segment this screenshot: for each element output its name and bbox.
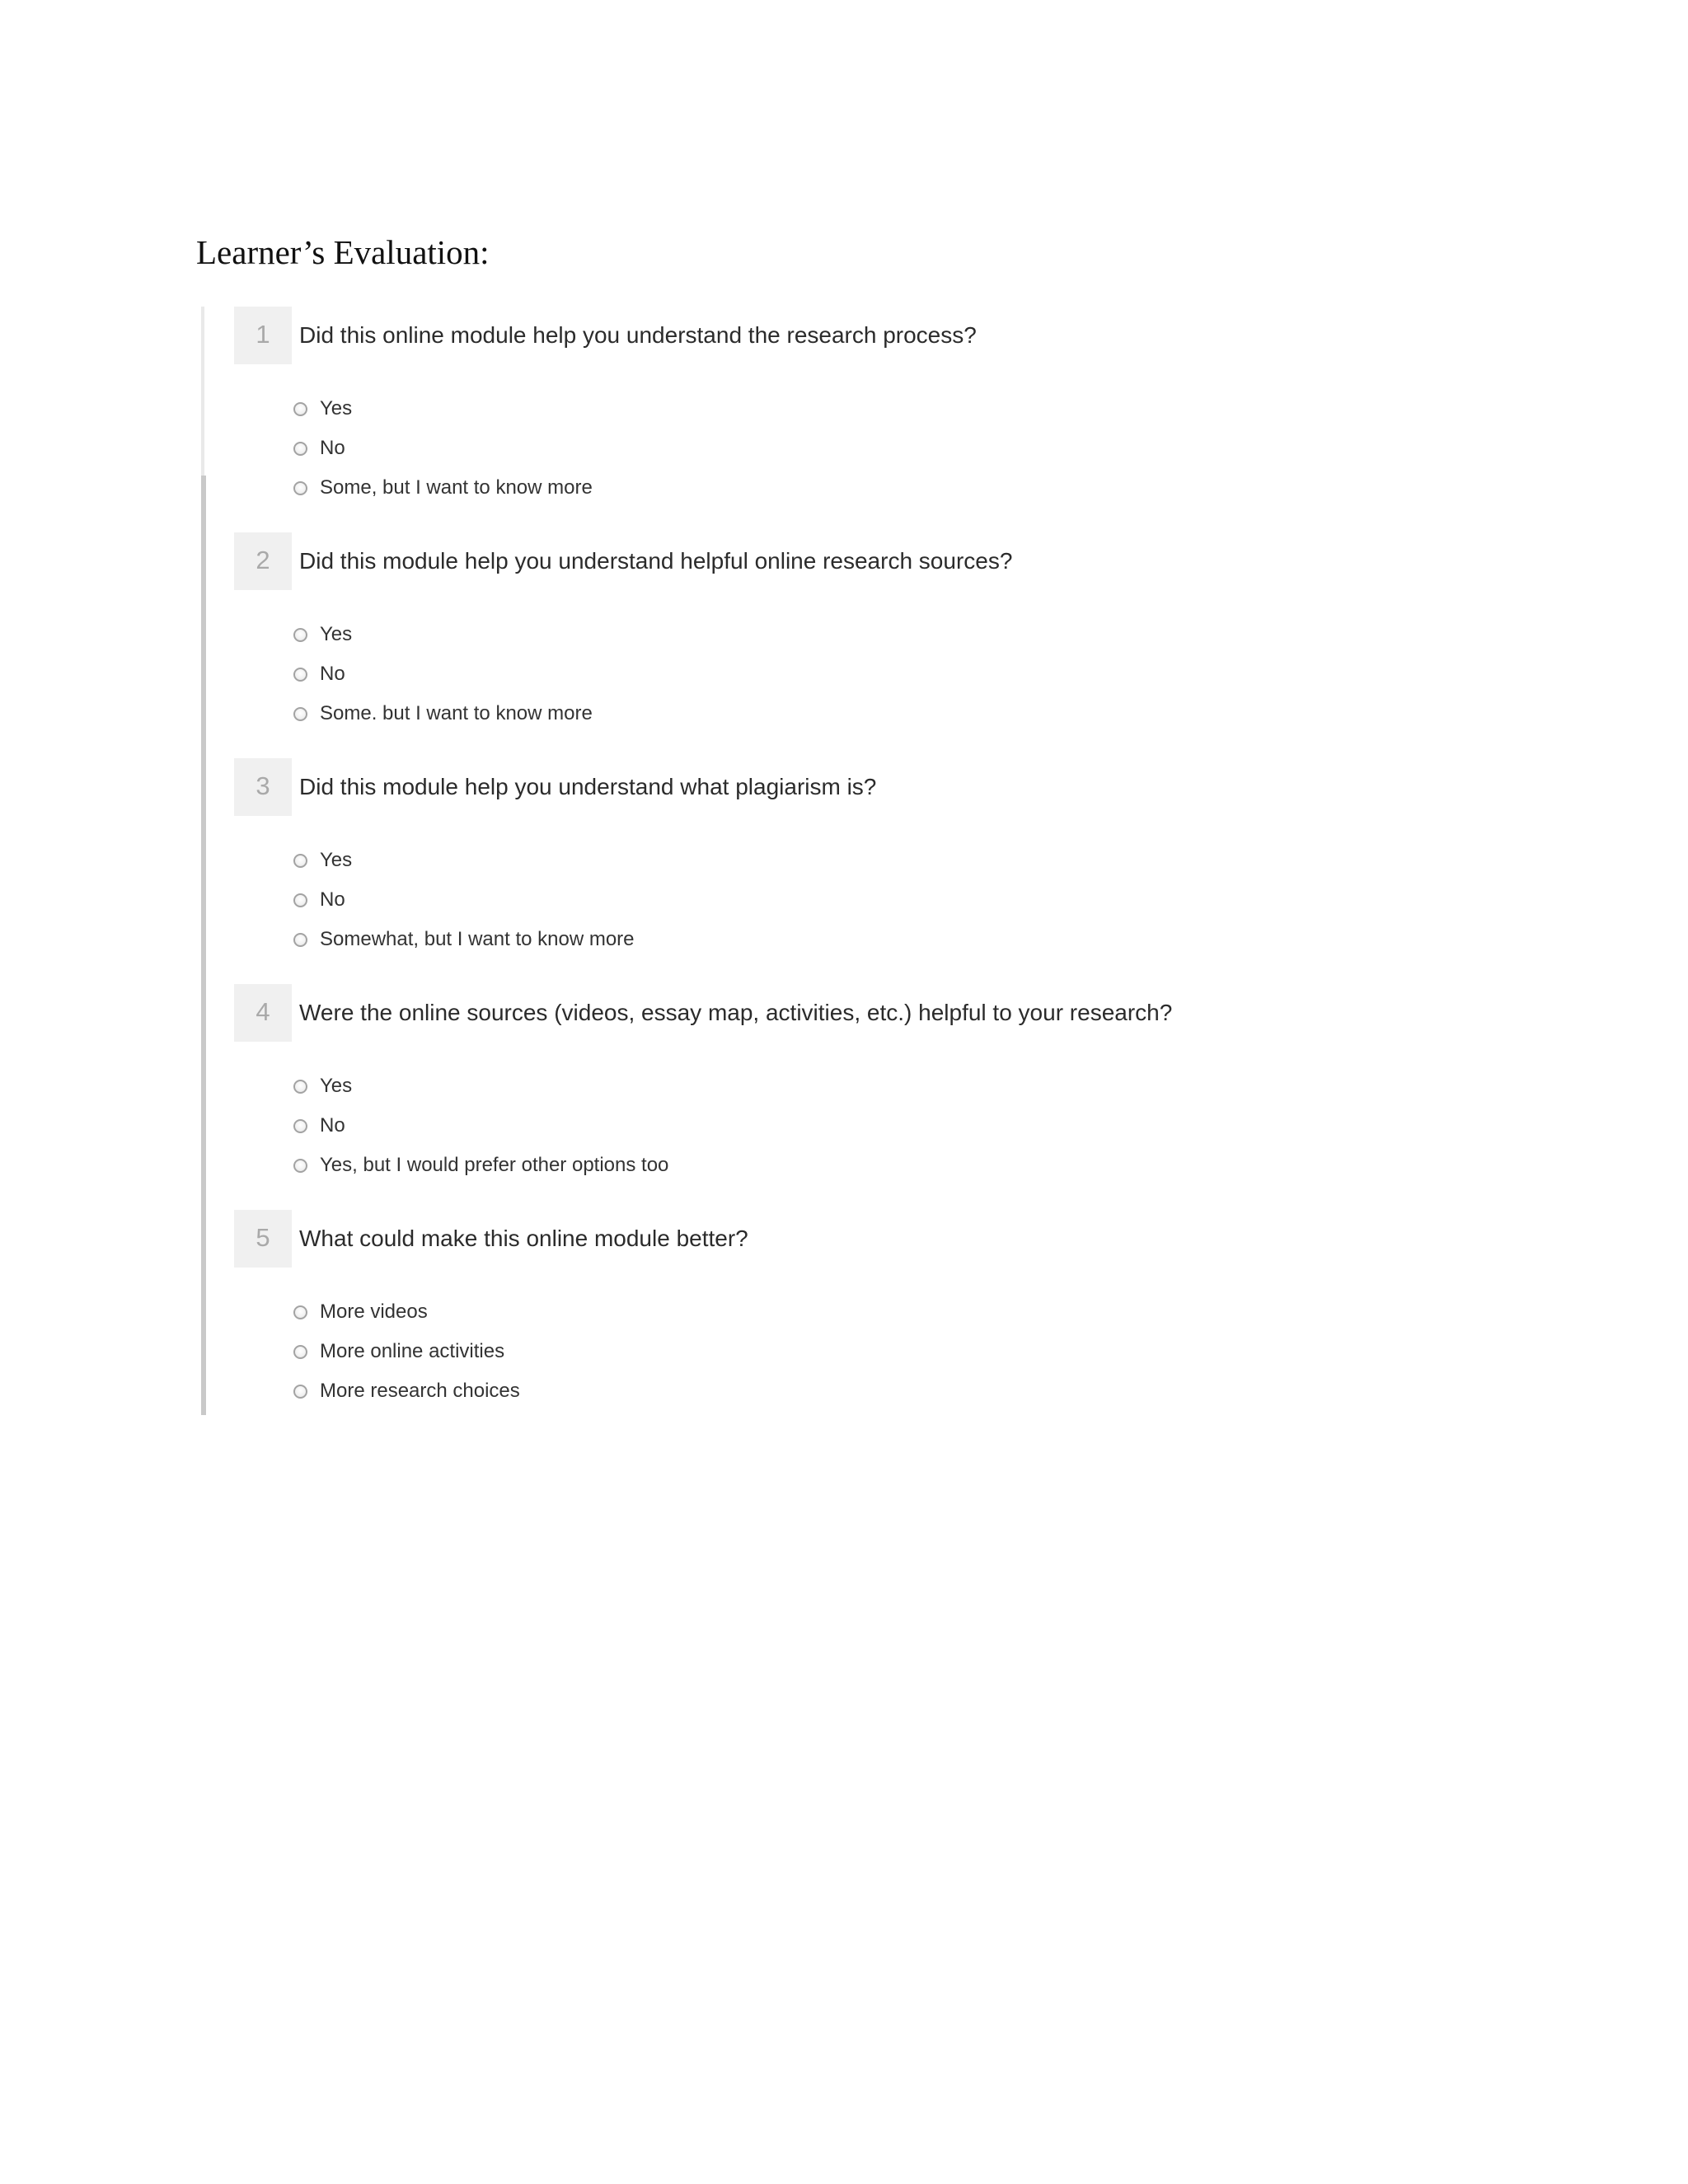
- radio-button-icon[interactable]: [293, 402, 307, 416]
- survey-form: [201, 307, 1437, 1415]
- survey-left-border-top: [201, 307, 204, 476]
- answer-options: [293, 389, 593, 508]
- answer-option[interactable]: [293, 1371, 520, 1411]
- answer-option[interactable]: [293, 615, 593, 654]
- answer-option[interactable]: [293, 1292, 520, 1332]
- question-number: 1: [234, 307, 292, 364]
- answer-option[interactable]: [293, 841, 635, 880]
- question-number: 2: [234, 532, 292, 590]
- radio-button-icon[interactable]: [293, 933, 307, 947]
- question-1: [234, 307, 1429, 521]
- question-3: [234, 758, 1429, 972]
- answer-label: No: [320, 437, 345, 459]
- radio-button-icon[interactable]: [293, 893, 307, 907]
- radio-button-icon[interactable]: [293, 481, 307, 495]
- answer-option[interactable]: [293, 654, 593, 694]
- radio-button-icon[interactable]: [293, 707, 307, 721]
- answer-options: [293, 615, 593, 733]
- radio-button-icon[interactable]: [293, 1080, 307, 1094]
- answer-option[interactable]: [293, 880, 635, 920]
- answer-option[interactable]: [293, 1106, 668, 1146]
- answer-label: Somewhat, but I want to know more: [320, 928, 635, 950]
- question-text: What could make this online module better?: [299, 1226, 748, 1251]
- answer-options: [293, 1292, 520, 1411]
- answer-options: [293, 841, 635, 959]
- radio-button-icon[interactable]: [293, 1305, 307, 1319]
- radio-button-icon[interactable]: [293, 1385, 307, 1399]
- answer-option[interactable]: [293, 1146, 668, 1185]
- question-2: [234, 532, 1429, 747]
- question-text: Did this module help you understand what plagiarism is?: [299, 774, 877, 799]
- answer-options: [293, 1066, 668, 1185]
- question-text: Did this module help you understand helpful online research sources?: [299, 548, 1013, 574]
- answer-option[interactable]: [293, 1066, 668, 1106]
- answer-label: More research choices: [320, 1380, 520, 1402]
- question-4: [234, 984, 1429, 1198]
- answer-option[interactable]: [293, 1332, 520, 1371]
- answer-label: No: [320, 888, 345, 911]
- question-5: [234, 1210, 1429, 1424]
- question-text: Did this online module help you understand the research process?: [299, 322, 977, 348]
- survey-left-border: [201, 476, 206, 1415]
- answer-option[interactable]: [293, 694, 593, 733]
- answer-label: More videos: [320, 1301, 428, 1323]
- answer-option[interactable]: [293, 920, 635, 959]
- radio-button-icon[interactable]: [293, 628, 307, 642]
- answer-label: Some. but I want to know more: [320, 702, 593, 724]
- answer-label: Yes: [320, 397, 353, 419]
- answer-option[interactable]: [293, 429, 593, 468]
- answer-label: No: [320, 1114, 345, 1137]
- answer-label: No: [320, 663, 345, 685]
- question-number: 3: [234, 758, 292, 816]
- radio-button-icon[interactable]: [293, 668, 307, 682]
- radio-button-icon[interactable]: [293, 442, 307, 456]
- radio-button-icon[interactable]: [293, 1345, 307, 1359]
- radio-button-icon[interactable]: [293, 854, 307, 868]
- answer-option[interactable]: [293, 468, 593, 508]
- answer-label: Yes: [320, 849, 353, 871]
- question-number: 4: [234, 984, 292, 1042]
- answer-option[interactable]: [293, 389, 593, 429]
- answer-label: Yes, but I would prefer other options too: [320, 1154, 669, 1176]
- answer-label: More online activities: [320, 1340, 505, 1362]
- question-number: 5: [234, 1210, 292, 1268]
- radio-button-icon[interactable]: [293, 1159, 307, 1173]
- answer-label: Yes: [320, 1075, 353, 1097]
- answer-label: Some, but I want to know more: [320, 476, 593, 499]
- answer-label: Yes: [320, 623, 353, 645]
- page-title: Learner’s Evaluation:: [196, 233, 490, 271]
- question-text: Were the online sources (videos, essay map, activities, etc.) helpful to your research?: [299, 1000, 1173, 1025]
- radio-button-icon[interactable]: [293, 1119, 307, 1133]
